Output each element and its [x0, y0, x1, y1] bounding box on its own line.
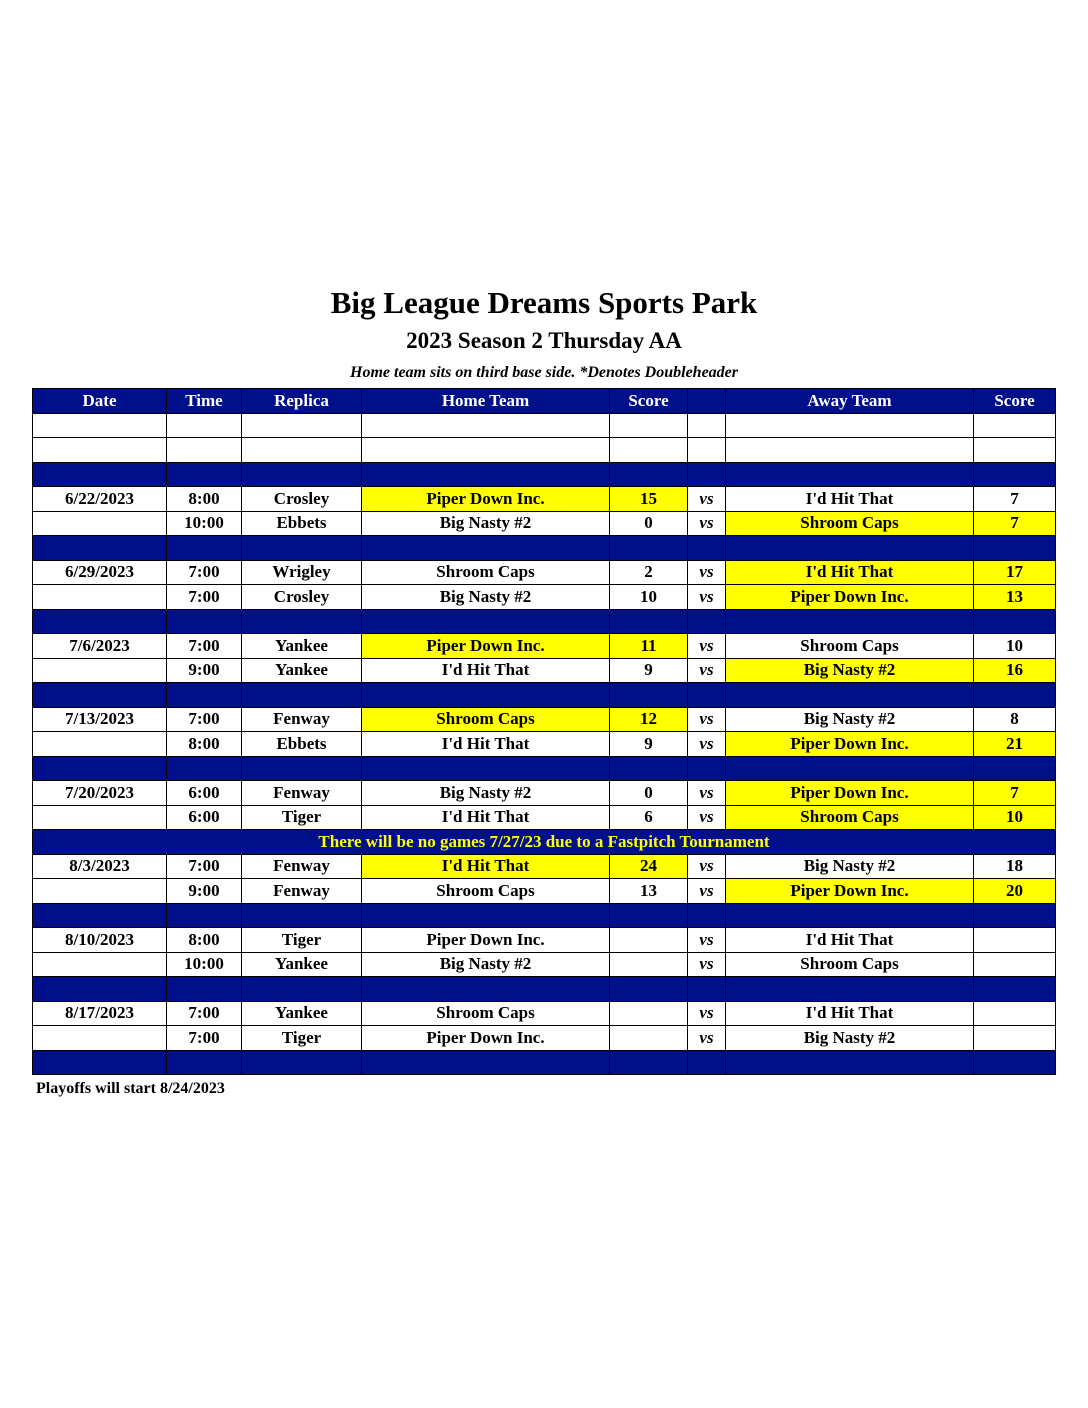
home-team: I'd Hit That	[362, 732, 610, 757]
separator-row	[33, 536, 1056, 561]
away-team: Big Nasty #2	[726, 658, 974, 683]
game-date: 7/6/2023	[33, 634, 167, 659]
separator-row-cell	[33, 462, 167, 487]
away-team: Big Nasty #2	[726, 854, 974, 879]
separator-row-cell	[726, 536, 974, 561]
col-home-score-header: Score	[610, 389, 688, 414]
game-field: Ebbets	[242, 732, 362, 757]
col-replica-header: Replica	[242, 389, 362, 414]
separator-row-cell	[726, 903, 974, 928]
separator-row-cell	[242, 977, 362, 1002]
game-row	[33, 854, 1056, 879]
home-team: Big Nasty #2	[362, 781, 610, 806]
vs-label: vs	[688, 511, 726, 536]
separator-row-cell	[610, 683, 688, 708]
separator-row-cell	[362, 683, 610, 708]
home-score	[610, 928, 688, 953]
separator-row-cell	[167, 756, 242, 781]
separator-row-cell	[362, 903, 610, 928]
game-time: 7:00	[167, 707, 242, 732]
away-score: 21	[974, 732, 1056, 757]
col-away-score-header: Score	[974, 389, 1056, 414]
game-date: 6/22/2023	[33, 487, 167, 512]
game-row	[33, 658, 1056, 683]
separator-row-cell	[167, 536, 242, 561]
away-score	[974, 928, 1056, 953]
vs-label: vs	[688, 781, 726, 806]
away-score: 8	[974, 707, 1056, 732]
home-score: 10	[610, 585, 688, 610]
empty-row-cell	[242, 438, 362, 463]
separator-row-cell	[974, 903, 1056, 928]
vs-label: vs	[688, 585, 726, 610]
empty-row-cell	[688, 413, 726, 438]
col-home-team-header: Home Team	[362, 389, 610, 414]
away-score: 10	[974, 634, 1056, 659]
separator-row-cell	[33, 609, 167, 634]
vs-label: vs	[688, 805, 726, 830]
game-field: Fenway	[242, 781, 362, 806]
home-team: Piper Down Inc.	[362, 928, 610, 953]
empty-row-cell	[688, 438, 726, 463]
vs-label: vs	[688, 928, 726, 953]
away-score: 7	[974, 511, 1056, 536]
home-score	[610, 1001, 688, 1026]
separator-row-cell	[167, 609, 242, 634]
game-row	[33, 585, 1056, 610]
home-team: I'd Hit That	[362, 805, 610, 830]
separator-row-cell	[688, 977, 726, 1002]
separator-row-cell	[688, 536, 726, 561]
separator-row	[33, 462, 1056, 487]
empty-row-cell	[362, 413, 610, 438]
away-score	[974, 1026, 1056, 1051]
home-team: Shroom Caps	[362, 1001, 610, 1026]
separator-row-cell	[974, 536, 1056, 561]
separator-row-cell	[242, 1050, 362, 1075]
empty-row-cell	[33, 413, 167, 438]
separator-row-cell	[33, 1050, 167, 1075]
away-team: Big Nasty #2	[726, 1026, 974, 1051]
away-team: Shroom Caps	[726, 805, 974, 830]
game-field: Tiger	[242, 1026, 362, 1051]
separator-row-cell	[362, 462, 610, 487]
empty-row-cell	[33, 438, 167, 463]
away-score: 17	[974, 560, 1056, 585]
separator-row-cell	[33, 977, 167, 1002]
home-team: Big Nasty #2	[362, 511, 610, 536]
game-time: 7:00	[167, 1001, 242, 1026]
home-team: Piper Down Inc.	[362, 487, 610, 512]
vs-label: vs	[688, 732, 726, 757]
playoffs-note: Playoffs will start 8/24/2023	[36, 1080, 225, 1097]
separator-row-cell	[726, 683, 974, 708]
game-date: 7/20/2023	[33, 781, 167, 806]
away-score: 7	[974, 781, 1056, 806]
col-vs-header	[688, 389, 726, 414]
home-team: Shroom Caps	[362, 560, 610, 585]
game-row	[33, 560, 1056, 585]
empty-row-cell	[610, 413, 688, 438]
vs-label: vs	[688, 879, 726, 904]
separator-row-cell	[362, 977, 610, 1002]
game-row	[33, 879, 1056, 904]
separator-row-cell	[726, 1050, 974, 1075]
home-score: 6	[610, 805, 688, 830]
game-time: 8:00	[167, 487, 242, 512]
game-time: 7:00	[167, 560, 242, 585]
game-row	[33, 952, 1056, 977]
empty-row-cell	[167, 438, 242, 463]
home-score: 0	[610, 511, 688, 536]
home-team: I'd Hit That	[362, 658, 610, 683]
game-field: Fenway	[242, 879, 362, 904]
separator-row-cell	[242, 462, 362, 487]
game-date	[33, 805, 167, 830]
game-field: Ebbets	[242, 511, 362, 536]
separator-row	[33, 977, 1056, 1002]
game-time: 9:00	[167, 879, 242, 904]
home-score: 24	[610, 854, 688, 879]
home-team: Shroom Caps	[362, 879, 610, 904]
no-games-notice: There will be no games 7/27/23 due to a Fastpitch Tournament	[33, 830, 1056, 855]
game-field: Yankee	[242, 658, 362, 683]
home-score: 12	[610, 707, 688, 732]
empty-row-cell	[726, 413, 974, 438]
separator-row-cell	[167, 462, 242, 487]
separator-row-cell	[610, 903, 688, 928]
separator-row	[33, 1050, 1056, 1075]
game-time: 8:00	[167, 732, 242, 757]
empty-row-cell	[726, 438, 974, 463]
separator-row-cell	[167, 977, 242, 1002]
away-team: Piper Down Inc.	[726, 732, 974, 757]
separator-row-cell	[974, 756, 1056, 781]
empty-row-cell	[362, 438, 610, 463]
game-field: Yankee	[242, 634, 362, 659]
home-team: Piper Down Inc.	[362, 1026, 610, 1051]
separator-row-cell	[726, 977, 974, 1002]
vs-label: vs	[688, 952, 726, 977]
separator-row-cell	[610, 1050, 688, 1075]
game-time: 10:00	[167, 952, 242, 977]
game-time: 7:00	[167, 854, 242, 879]
vs-label: vs	[688, 487, 726, 512]
away-score: 10	[974, 805, 1056, 830]
game-field: Fenway	[242, 854, 362, 879]
empty-row-cell	[610, 438, 688, 463]
separator-row-cell	[974, 462, 1056, 487]
empty-row-cell	[242, 413, 362, 438]
vs-label: vs	[688, 854, 726, 879]
home-score: 11	[610, 634, 688, 659]
separator-row-cell	[610, 756, 688, 781]
separator-row-cell	[362, 536, 610, 561]
game-field: Yankee	[242, 1001, 362, 1026]
separator-row-cell	[610, 462, 688, 487]
home-team: Big Nasty #2	[362, 952, 610, 977]
game-time: 7:00	[167, 634, 242, 659]
game-field: Tiger	[242, 928, 362, 953]
game-date	[33, 511, 167, 536]
away-score: 18	[974, 854, 1056, 879]
away-score: 7	[974, 487, 1056, 512]
separator-row-cell	[33, 536, 167, 561]
game-time: 7:00	[167, 585, 242, 610]
separator-row-cell	[726, 462, 974, 487]
page-title: Big League Dreams Sports Park	[330, 285, 758, 320]
game-date	[33, 732, 167, 757]
separator-row-cell	[610, 977, 688, 1002]
away-score	[974, 952, 1056, 977]
separator-row-cell	[242, 683, 362, 708]
game-field: Yankee	[242, 952, 362, 977]
game-row	[33, 732, 1056, 757]
vs-label: vs	[688, 1026, 726, 1051]
game-time: 6:00	[167, 805, 242, 830]
empty-row-cell	[974, 438, 1056, 463]
game-time: 9:00	[167, 658, 242, 683]
away-score: 20	[974, 879, 1056, 904]
separator-row-cell	[688, 1050, 726, 1075]
empty-row	[33, 438, 1056, 463]
vs-label: vs	[688, 658, 726, 683]
separator-row-cell	[167, 903, 242, 928]
separator-row-cell	[974, 1050, 1056, 1075]
game-date: 7/13/2023	[33, 707, 167, 732]
vs-label: vs	[688, 560, 726, 585]
game-row	[33, 928, 1056, 953]
home-score: 13	[610, 879, 688, 904]
separator-row-cell	[688, 683, 726, 708]
away-team: Shroom Caps	[726, 634, 974, 659]
separator-row-cell	[362, 609, 610, 634]
game-time: 7:00	[167, 1026, 242, 1051]
game-field: Crosley	[242, 487, 362, 512]
vs-label: vs	[688, 634, 726, 659]
separator-row-cell	[610, 609, 688, 634]
separator-row	[33, 609, 1056, 634]
game-date	[33, 658, 167, 683]
game-row	[33, 781, 1056, 806]
game-date	[33, 585, 167, 610]
separator-row-cell	[974, 609, 1056, 634]
away-score	[974, 1001, 1056, 1026]
separator-row-cell	[242, 609, 362, 634]
home-score: 9	[610, 658, 688, 683]
away-team: Piper Down Inc.	[726, 585, 974, 610]
home-team-note: Home team sits on third base side. *Denotes Doubleheader	[350, 364, 738, 381]
game-time: 6:00	[167, 781, 242, 806]
home-team: Shroom Caps	[362, 707, 610, 732]
separator-row	[33, 683, 1056, 708]
separator-row-cell	[242, 756, 362, 781]
home-score: 9	[610, 732, 688, 757]
separator-row-cell	[726, 609, 974, 634]
game-date: 6/29/2023	[33, 560, 167, 585]
game-date: 8/10/2023	[33, 928, 167, 953]
game-time: 10:00	[167, 511, 242, 536]
separator-row-cell	[974, 977, 1056, 1002]
home-score: 2	[610, 560, 688, 585]
away-score: 13	[974, 585, 1056, 610]
empty-row-cell	[974, 413, 1056, 438]
home-team: I'd Hit That	[362, 854, 610, 879]
empty-row-cell	[167, 413, 242, 438]
home-team: Big Nasty #2	[362, 585, 610, 610]
home-score	[610, 1026, 688, 1051]
game-date	[33, 879, 167, 904]
separator-row-cell	[688, 903, 726, 928]
game-field: Fenway	[242, 707, 362, 732]
away-team: Piper Down Inc.	[726, 879, 974, 904]
away-score: 16	[974, 658, 1056, 683]
game-row	[33, 1001, 1056, 1026]
game-field: Tiger	[242, 805, 362, 830]
game-time: 8:00	[167, 928, 242, 953]
separator-row-cell	[362, 1050, 610, 1075]
separator-row-cell	[688, 462, 726, 487]
home-score: 15	[610, 487, 688, 512]
page-subtitle: 2023 Season 2 Thursday AA	[406, 328, 682, 353]
game-date: 8/3/2023	[33, 854, 167, 879]
separator-row-cell	[33, 756, 167, 781]
away-team: I'd Hit That	[726, 1001, 974, 1026]
away-team: Piper Down Inc.	[726, 781, 974, 806]
col-date-header: Date	[33, 389, 167, 414]
away-team: I'd Hit That	[726, 487, 974, 512]
away-team: Shroom Caps	[726, 952, 974, 977]
vs-label: vs	[688, 707, 726, 732]
separator-row-cell	[33, 683, 167, 708]
separator-row	[33, 756, 1056, 781]
separator-row-cell	[974, 683, 1056, 708]
game-date	[33, 1026, 167, 1051]
schedule-table	[32, 388, 1056, 1075]
game-row	[33, 1026, 1056, 1051]
away-team: Shroom Caps	[726, 511, 974, 536]
home-score	[610, 952, 688, 977]
game-field: Wrigley	[242, 560, 362, 585]
separator-row-cell	[726, 756, 974, 781]
away-team: I'd Hit That	[726, 560, 974, 585]
game-row	[33, 487, 1056, 512]
separator-row-cell	[688, 756, 726, 781]
separator-row	[33, 903, 1056, 928]
game-row	[33, 707, 1056, 732]
separator-row-cell	[610, 536, 688, 561]
col-time-header: Time	[167, 389, 242, 414]
separator-row-cell	[242, 536, 362, 561]
header-row	[33, 389, 1056, 414]
game-row	[33, 511, 1056, 536]
game-date: 8/17/2023	[33, 1001, 167, 1026]
game-row	[33, 805, 1056, 830]
home-team: Piper Down Inc.	[362, 634, 610, 659]
game-field: Crosley	[242, 585, 362, 610]
notice-row	[33, 830, 1056, 855]
separator-row-cell	[362, 756, 610, 781]
vs-label: vs	[688, 1001, 726, 1026]
separator-row-cell	[242, 903, 362, 928]
away-team: I'd Hit That	[726, 928, 974, 953]
game-row	[33, 634, 1056, 659]
empty-row	[33, 413, 1056, 438]
col-away-team-header: Away Team	[726, 389, 974, 414]
separator-row-cell	[688, 609, 726, 634]
away-team: Big Nasty #2	[726, 707, 974, 732]
game-date	[33, 952, 167, 977]
separator-row-cell	[167, 683, 242, 708]
separator-row-cell	[33, 903, 167, 928]
separator-row-cell	[167, 1050, 242, 1075]
home-score: 0	[610, 781, 688, 806]
